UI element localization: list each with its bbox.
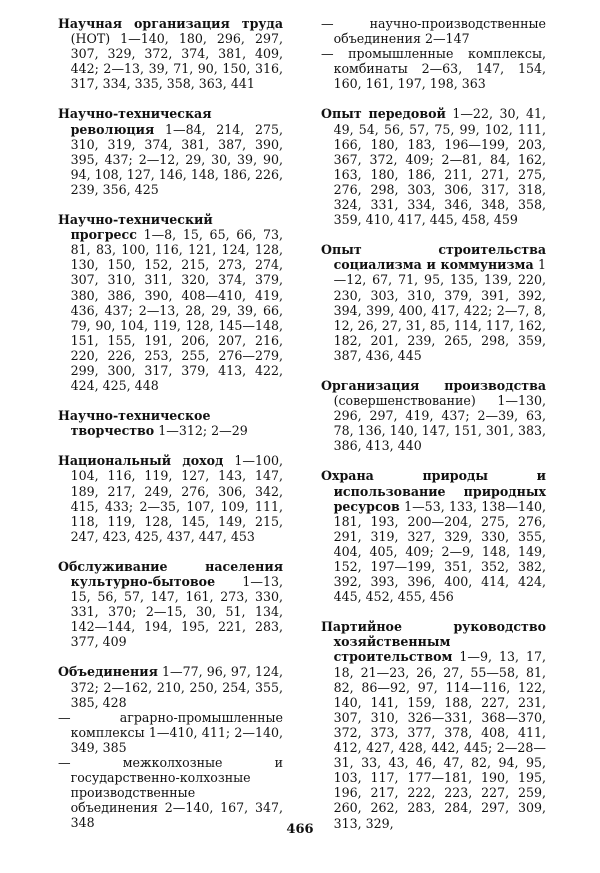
entry-heading: Партийное руководство хозяйственным строительством	[321, 619, 546, 665]
entry-pages: 1—100, 104, 116, 119, 127, 143, 147, 189, 217, 249, 276, 306, 342, 415, 433; 2—35, 107, 109, 111, 118, 119, 128, 145, 149, 215, 247, 423, 425, 437, 447, 453	[70, 453, 284, 544]
index-entry	[58, 212, 283, 393]
index-entry	[58, 664, 283, 830]
entry-pages: 1—9, 13, 17, 18, 21—23, 26, 27, 55—58, 81, 82, 86—92, 97, 114—116, 122, 140, 141, 159, 188, 227, 231, 307, 310, 326—331, 368—370, 372, 373, 377, 378, 408, 411, 412, 427, 428, 442, 445; 2—28—31, 33, 43, 46, 47, 82, 94, 95, 103, 117, 177—181, 190, 195, 196, 217, 222, 223, 227, 259, 260, 262, 283, 284, 297, 309, 313, 329,	[333, 649, 546, 831]
index-entry	[58, 453, 283, 544]
entry-pages: (совершенствование) 1—130, 296, 297, 419, 437; 2—39, 63, 78, 136, 140, 147, 151, 301, 383, 386, 413, 440	[333, 393, 546, 454]
sub-entry: — промышленные комплексы, комбинаты 2—63, 147, 154, 160, 161, 197, 198, 363	[321, 46, 546, 92]
entry-heading: Научно-технический прогресс	[58, 212, 213, 243]
entry-pages: (НОТ) 1—140, 180, 296, 297, 307, 329, 372, 374, 381, 409, 442; 2—13, 39, 71, 90, 150, 316, 317, 334, 335, 358, 363, 441	[70, 31, 283, 92]
entry-heading: Научная организация труда	[58, 16, 283, 31]
page-number: 466	[286, 822, 314, 837]
index-entry	[58, 408, 283, 438]
index-entry-continued	[321, 16, 546, 91]
entry-heading: Национальный доход	[58, 453, 224, 469]
entry-pages: 1—8, 15, 65, 66, 73, 81, 83, 100, 116, 121, 124, 128, 130, 150, 152, 215, 273, 274, 307, 310, 311, 320, 374, 379, 380, 386, 390, 408—410, 419, 436, 437; 2—13, 28, 29, 39, 66, 79, 90, 104, 119, 128, 145—148, 151, 155, 191, 206, 207, 216, 220, 226, 253, 255, 276—279, 299, 300, 317, 379, 413, 422, 424, 425, 448	[70, 227, 283, 394]
index-entry	[321, 378, 546, 453]
entry-pages: 1—22, 30, 41, 49, 54, 56, 57, 75, 99, 102, 111, 166, 180, 183, 196—199, 203, 367, 372, 409; 2—81, 84, 162, 163, 180, 186, 211, 271, 275, 276, 298, 303, 306, 317, 318, 324, 331, 334, 346, 348, 358, 359, 410, 417, 445, 458, 459	[333, 106, 546, 228]
sub-entry: — межколхозные и государственно-колхозные производственные объединения 2—140, 167, 347, 348	[58, 755, 283, 831]
entry-heading: Объединения	[58, 664, 158, 680]
index-entry	[58, 106, 283, 197]
entry-heading: Научно-техническое творчество	[58, 408, 211, 439]
entry-pages: 1—312; 2—29	[154, 423, 248, 439]
index-entry	[321, 468, 546, 604]
index-entry	[58, 16, 283, 91]
sub-entry: — аграрно-промышленные комплексы 1—410, 411; 2—140, 349, 385	[58, 709, 283, 755]
entry-pages: 1—12, 67, 71, 95, 135, 139, 220, 230, 303, 310, 379, 391, 392, 394, 399, 400, 417, 422; 2—7, 8, 12, 26, 27, 31, 85, 114, 117, 162, 182, 201, 239, 265, 298, 359, 387, 436, 445	[333, 257, 546, 363]
entry-heading: Опыт передовой	[321, 106, 446, 122]
index-entry	[321, 619, 546, 830]
entry-heading: Охрана природы и использование природных ресурсов	[321, 468, 546, 514]
index-entry	[321, 106, 546, 227]
left-column	[58, 16, 283, 846]
entry-pages: 1—84, 214, 275, 310, 319, 374, 381, 387, 390, 395, 437; 2—12, 29, 30, 39, 90, 94, 108, 127, 146, 148, 186, 226, 239, 356, 425	[70, 121, 283, 197]
entry-pages: 1—53, 133, 138—140, 181, 193, 200—204, 275, 276, 291, 319, 327, 329, 330, 355, 404, 405, 409; 2—9, 148, 149, 152, 197—199, 351, 352, 382, 392, 393, 396, 400, 414, 424, 445, 452, 455, 456	[333, 498, 546, 605]
entry-heading: Опыт строительства социализма и коммунизма	[321, 242, 546, 273]
right-column	[321, 16, 546, 846]
entry-heading: Обслуживание населения культурно-бытовое	[58, 558, 283, 589]
entry-heading: Организация производства	[321, 377, 546, 393]
entry-pages: 1—77, 96, 97, 124, 372; 2—162, 210, 250, 254, 355, 385, 428	[70, 664, 283, 710]
sub-entry: — научно-производственные объединения 2—147	[321, 16, 546, 47]
entry-pages: 1—13, 15, 56, 57, 147, 161, 273, 330, 331, 370; 2—15, 30, 51, 134, 142—144, 194, 195, 221, 283, 377, 409	[70, 574, 283, 650]
index-entry	[321, 242, 546, 363]
index-entry	[58, 559, 283, 650]
entry-heading: Научно-техническая революция	[58, 106, 212, 137]
